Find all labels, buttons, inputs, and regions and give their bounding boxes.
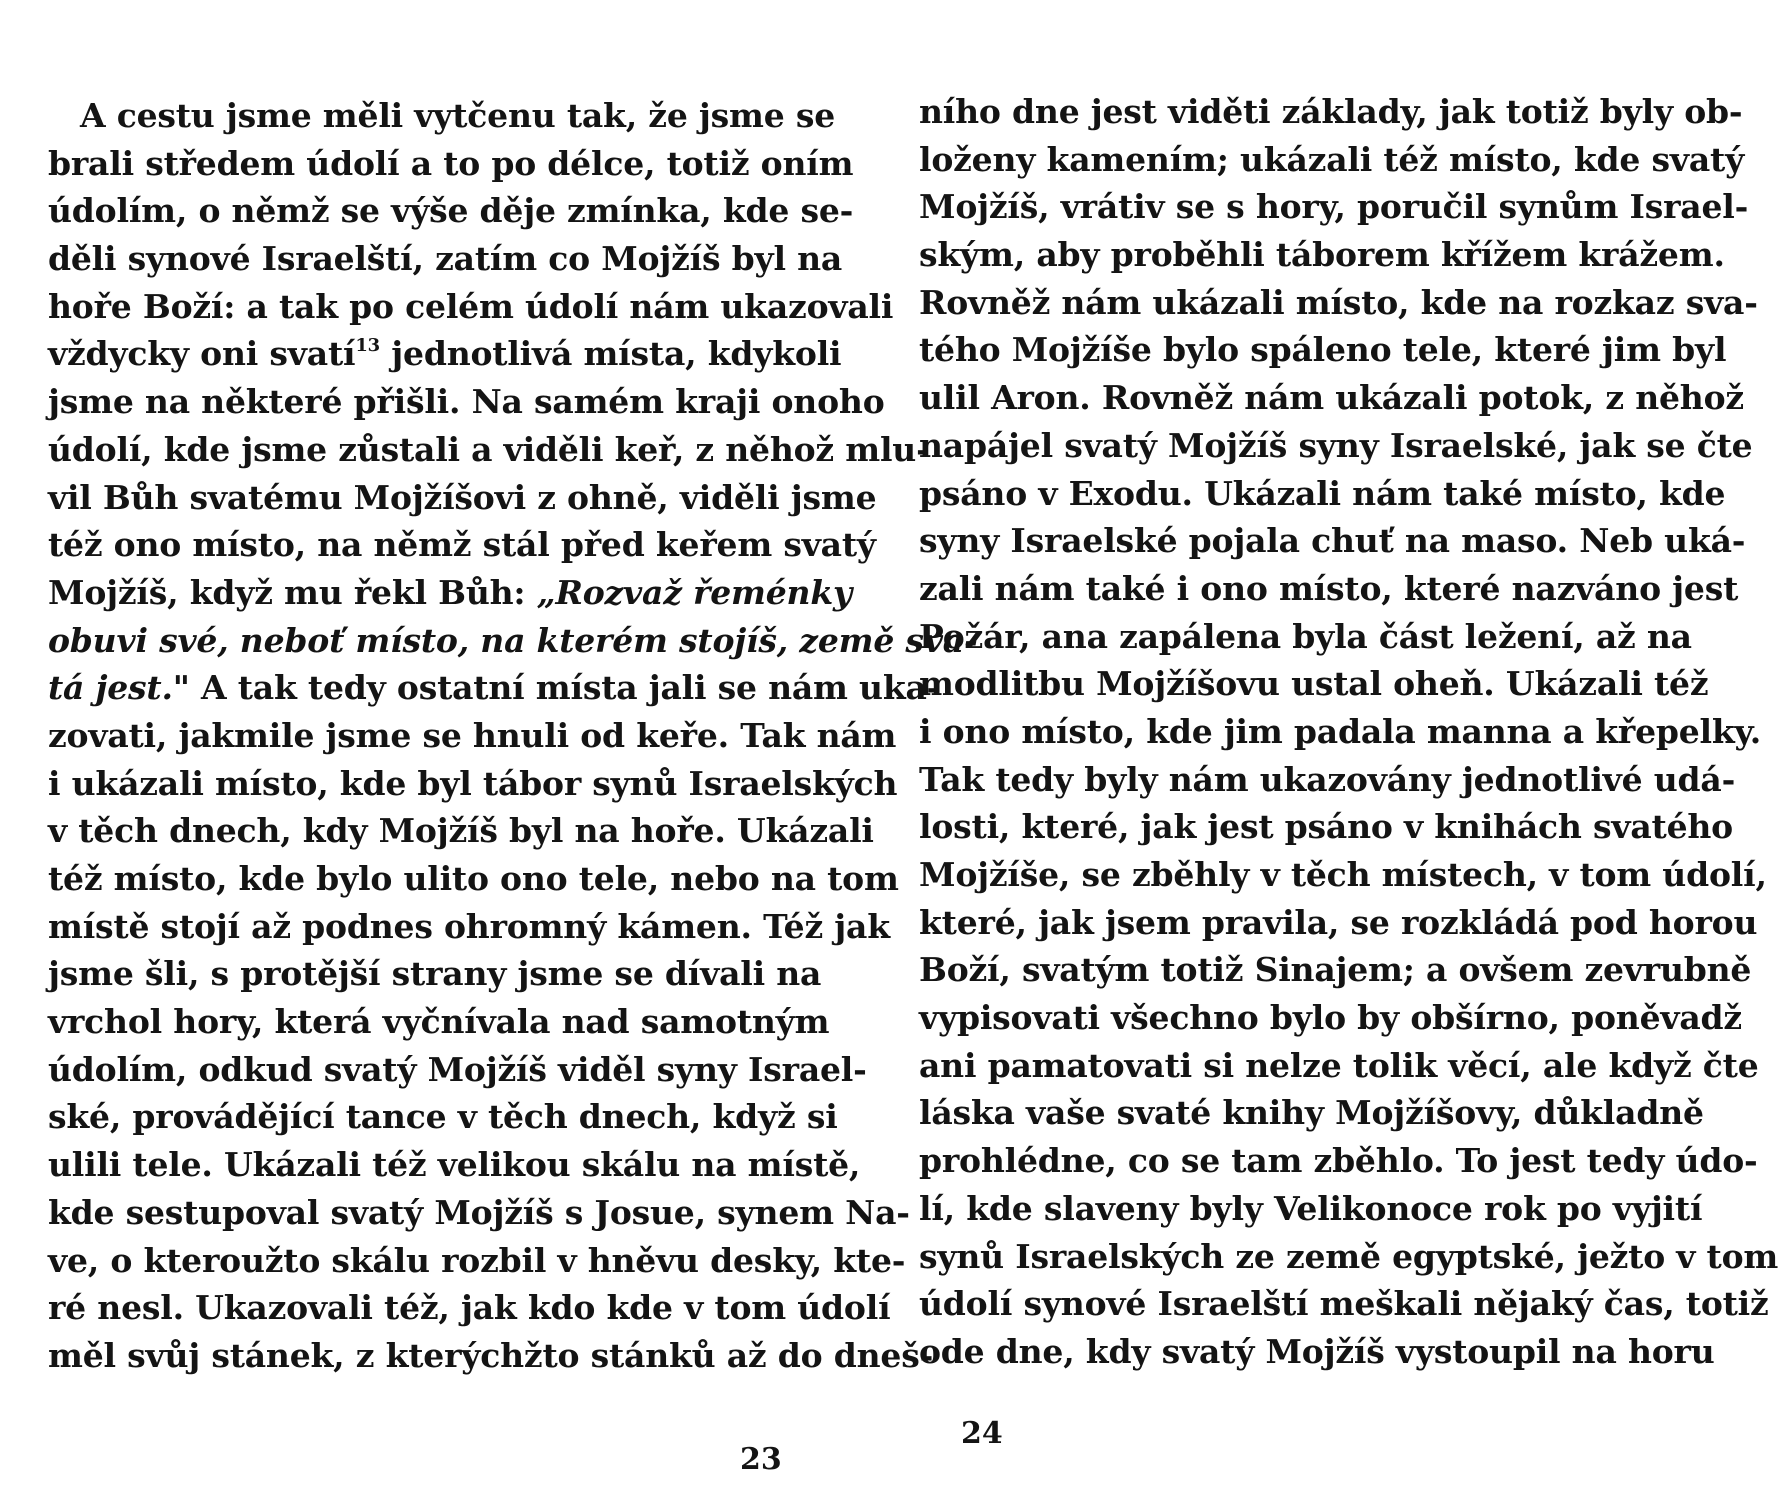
text-line (48, 569, 852, 617)
text-line: loženy kamením; ukázali též místo, kde svatý (919, 139, 1745, 179)
text-line: ulil Aron. Rovněž nám ukázali potok, z něhož (919, 378, 1744, 418)
text-line: Mojžíše, se zběhly v těch místech, v tom údolí, (919, 855, 1767, 894)
italic-quote-line: obuvi své, neboť místo, na kterém stojíš, země sva- (48, 620, 978, 660)
text-fragment: " A tak tedy ostatní místa jali se nám uka- (172, 668, 941, 708)
text-line (48, 330, 842, 378)
text-line: ode dne, kdy svatý Mojžíš vystoupil na horu (919, 1331, 1715, 1371)
text-line: lí, kde slaveny byly Velikonoce rok po vyjití (919, 1188, 1703, 1228)
text-line: tého Mojžíše bylo spáleno tele, které jim byl (919, 330, 1727, 370)
text-fragment: Mojžíš, když mu řekl Bůh: (48, 572, 537, 612)
text-line: Rovněž nám ukázali místo, kde na rozkaz sva- (919, 282, 1758, 322)
text-line: A cestu jsme měli vytčenu tak, že jsme se (80, 96, 836, 135)
text-line: láska vaše svaté knihy Mojžíšovy, důkladně (919, 1093, 1704, 1133)
text-line: syny Israelské pojala chuť na maso. Neb uká- (919, 521, 1746, 561)
text-line: též místo, kde bylo ulito ono tele, nebo na tom (48, 859, 899, 898)
text-line: děli synové Israelští, zatím co Mojžíš byl na (48, 239, 843, 279)
text-line: zovati, jakmile jsme se hnuli od keře. Tak nám (48, 715, 897, 755)
text-line: ským, aby proběhli táborem křížem krážem. (919, 235, 1725, 275)
text-line: vil Bůh svatému Mojžíšovi z ohně, viděli jsme (48, 477, 877, 517)
text-line: údolí synové Israelští meškali nějaký čas, totiž (919, 1284, 1769, 1324)
text-line: jsme na některé přišli. Na samém kraji onoho (48, 382, 885, 422)
text-line: napájel svatý Mojžíš syny Israelské, jak se čte (919, 425, 1753, 465)
text-line: jsme šli, s protější strany jsme se dívali na (48, 954, 822, 994)
text-line: ani pamatovati si nelze tolik věcí, ale když čte (919, 1045, 1759, 1085)
text-line: kde sestupoval svatý Mojžíš s Josue, synem Na- (48, 1192, 910, 1232)
page-number: 23 (740, 1442, 782, 1477)
text-line: místě stojí až podnes ohromný kámen. Též jak (48, 906, 890, 946)
text-line: ního dne jest viděti základy, jak totiž byly ob- (919, 92, 1743, 131)
text-line: údolím, odkud svatý Mojžíš viděl syny Israel- (48, 1049, 867, 1089)
text-line: Mojžíš, vrátiv se s hory, poručil synům Israel- (919, 187, 1749, 227)
text-line: které, jak jsem pravila, se rozkládá pod horou (919, 902, 1758, 942)
text-line: zali nám také i ono místo, které nazváno jest (919, 568, 1739, 608)
text-line: vrchol hory, která vyčnívala nad samotným (48, 1002, 830, 1042)
text-line (48, 664, 941, 712)
text-line: synů Israelských ze země egyptské, ježto v tom (919, 1236, 1778, 1276)
right-page-text (919, 88, 1778, 1376)
text-line: údolím, o němž se výše děje zmínka, kde se- (48, 191, 854, 231)
text-line: vypisovati všechno bylo by obšírno, poněvadž (919, 998, 1742, 1038)
italic-quote: tá jest. (48, 668, 173, 708)
text-line: prohlédne, co se tam zběhlo. To jest tedy údo- (919, 1141, 1758, 1181)
text-fragment: vždycky oni svatí (48, 334, 356, 374)
text-line: Boží, svatým totiž Sinajem; a ovšem zevrubně (919, 950, 1752, 990)
text-line: hoře Boží: a tak po celém údolí nám ukazovali (48, 286, 894, 326)
text-line: ské, provádějící tance v těch dnech, když si (48, 1097, 838, 1137)
text-line: losti, které, jak jest psáno v knihách svatého (919, 807, 1733, 847)
text-line: ve, o kteroužto skálu rozbil v hněvu desky, kte- (48, 1240, 906, 1280)
text-line: v těch dnech, kdy Mojžíš byl na hoře. Ukázali (48, 811, 874, 851)
text-line: údolí, kde jsme zůstali a viděli keř, z něhož mlu- (48, 429, 930, 469)
right-page (859, 0, 1778, 1500)
text-line: psáno v Exodu. Ukázali nám také místo, kde (919, 473, 1726, 513)
text-line: Požár, ana zapálena byla část ležení, až na (919, 616, 1692, 656)
text-line: ré nesl. Ukazovali též, jak kdo kde v tom údolí (48, 1288, 891, 1328)
text-fragment: jednotlivá místa, kdykoli (380, 334, 842, 374)
text-line: modlitbu Mojžíšovu ustal oheň. Ukázali též (919, 664, 1709, 704)
text-line: ulili tele. Ukázali též velikou skálu na místě, (48, 1145, 861, 1185)
text-line: i ono místo, kde jim padala manna a křepelky. (919, 711, 1762, 751)
text-line: i ukázali místo, kde byl tábor synů Israelských (48, 763, 898, 803)
italic-quote: „Rozvaž řeménky (536, 572, 852, 612)
text-line: Tak tedy byly nám ukazovány jednotlivé udá- (919, 759, 1736, 799)
page-number: 24 (961, 1416, 1003, 1451)
text-line: měl svůj stánek, z kterýchžto stánků až do dneš- (48, 1335, 934, 1375)
text-line: též ono místo, na němž stál před keřem svatý (48, 525, 876, 565)
footnote-marker: 13 (355, 335, 380, 357)
left-page-text (48, 92, 978, 1380)
text-line: brali středem údolí a to po délce, totiž oním (48, 143, 854, 183)
